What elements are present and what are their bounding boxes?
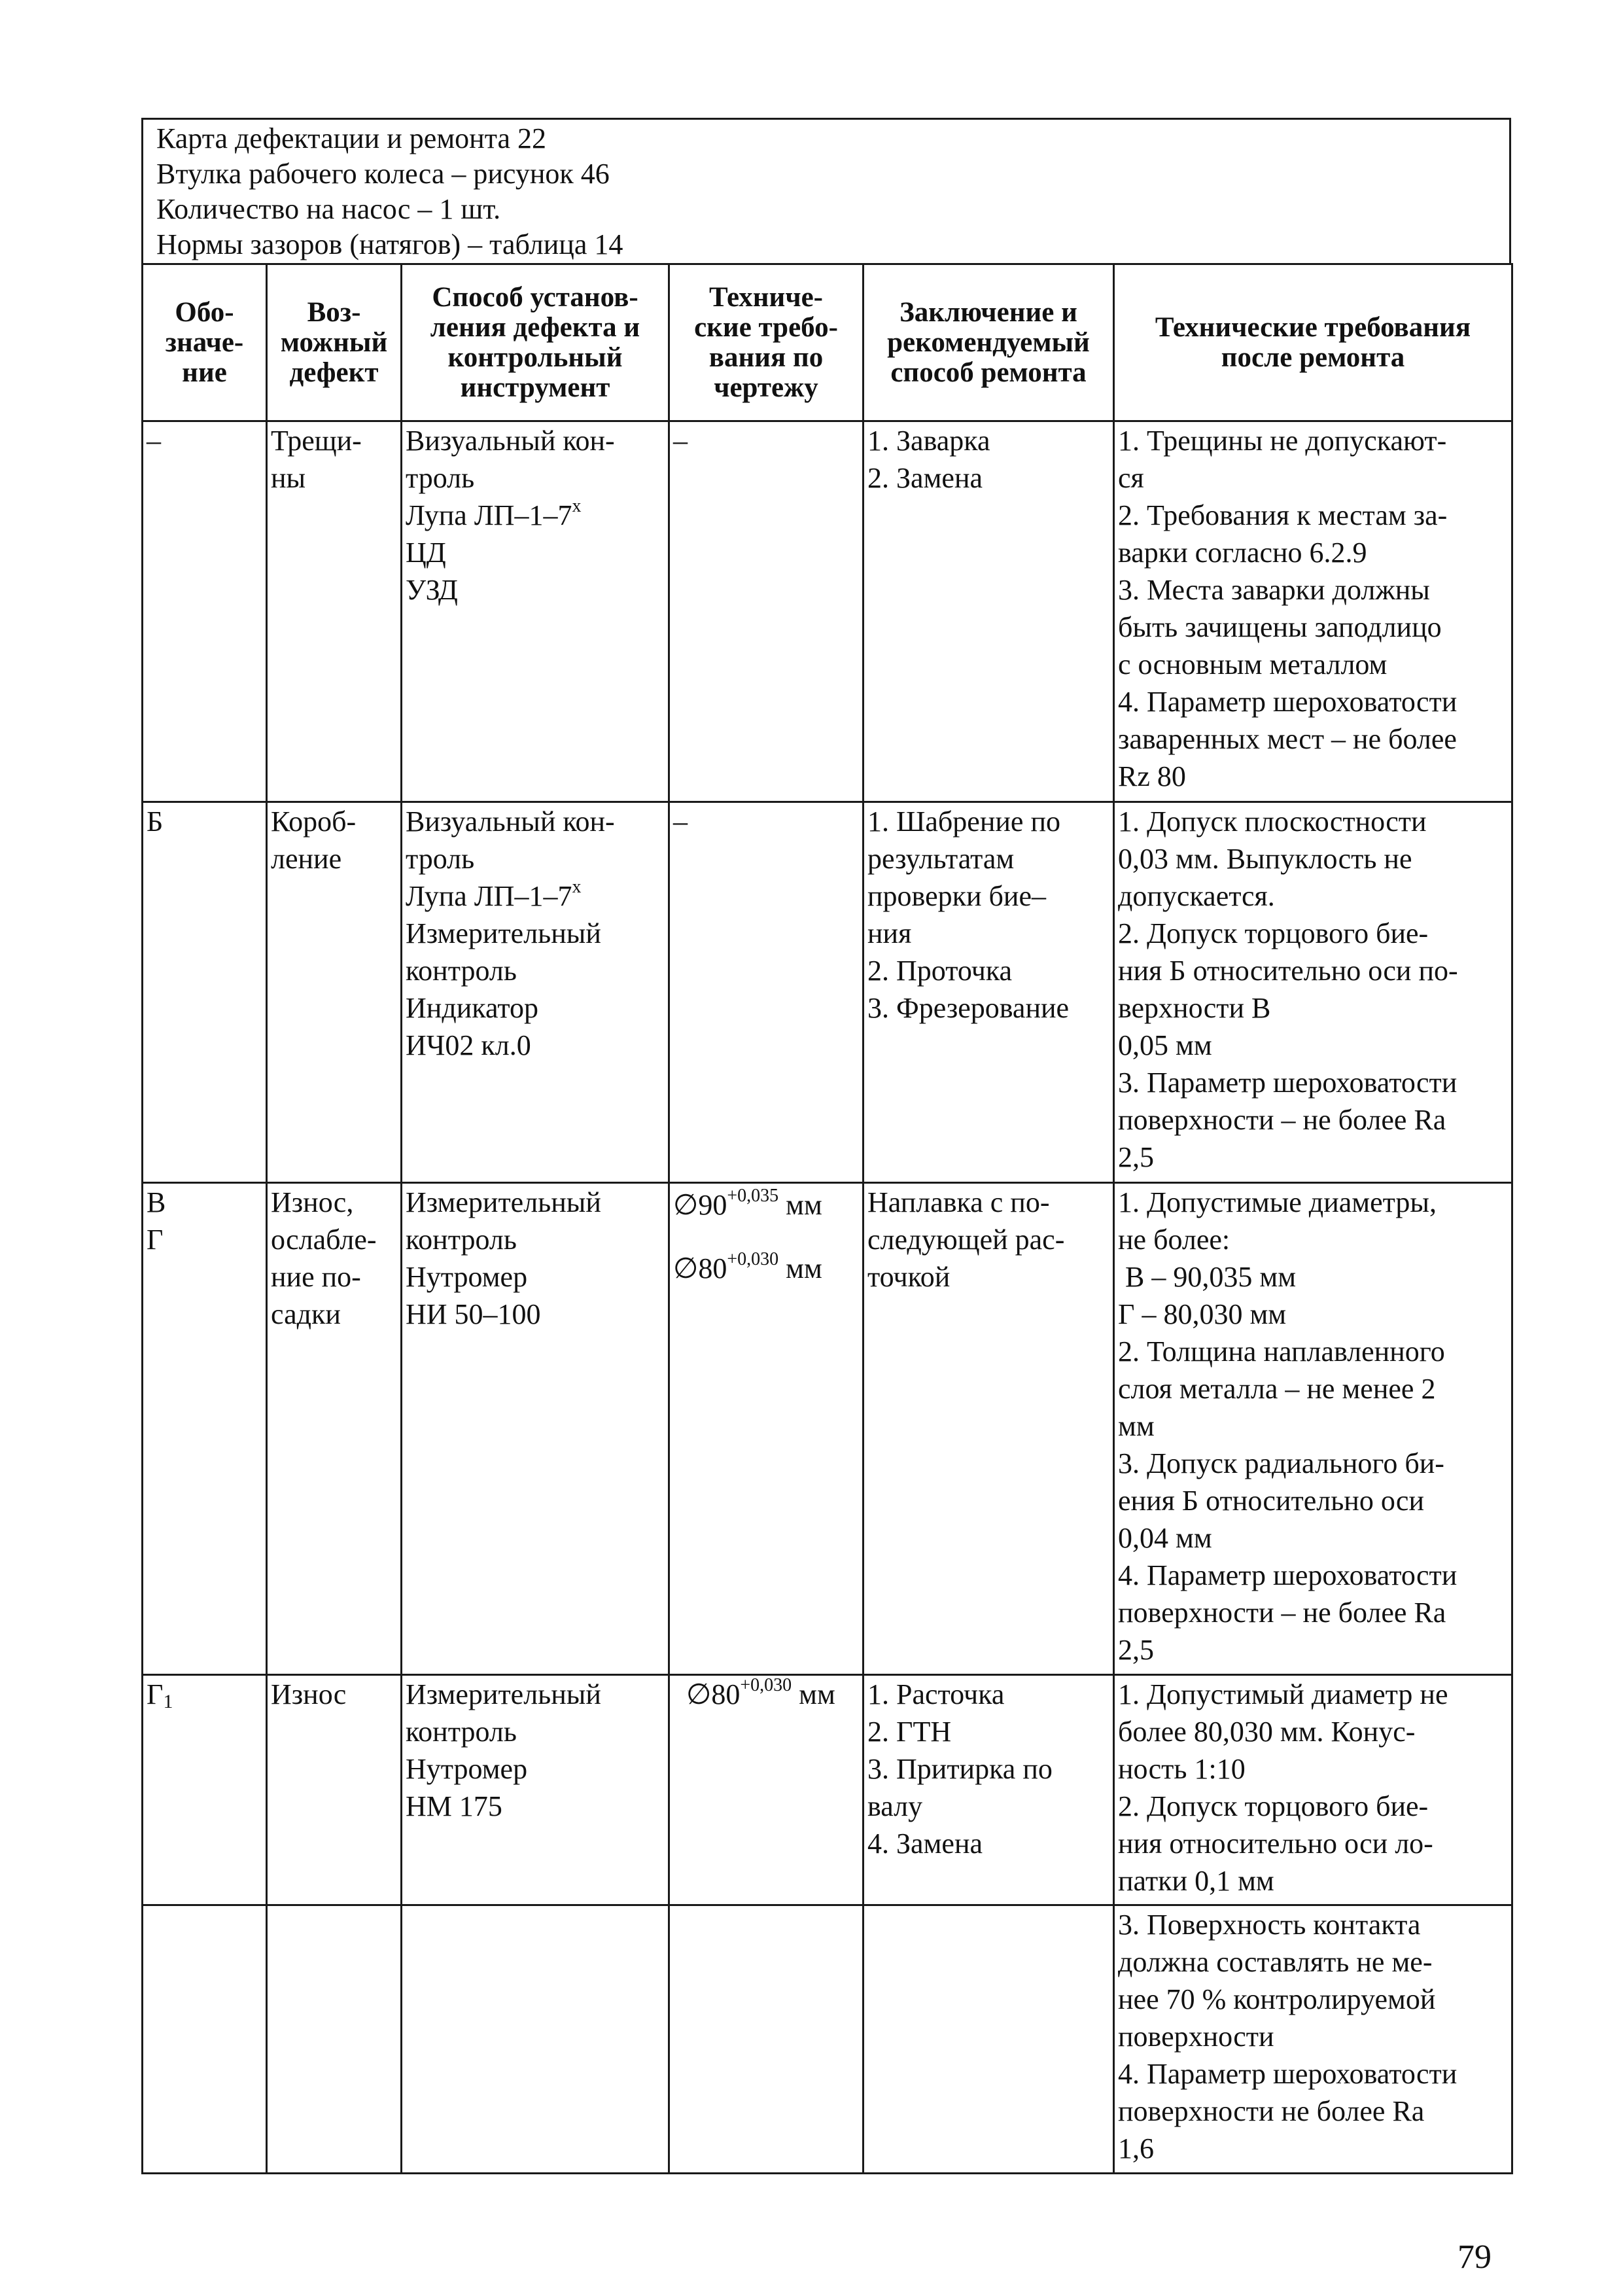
col-header-defect: Воз- можный дефект (267, 264, 402, 421)
cell-defect: Износ, ослабле- ние по- садки (267, 1183, 402, 1675)
cell-defect (267, 1905, 402, 2174)
cell-after-repair: 1. Допустимые диаметры, не более: В – 90,035 мм Г – 80,030 мм 2. Толщина наплавленного слоя металла – не менее 2 мм 3. Допуск радиального би- ения Б относительно оси 0,04 мм 4. Параметр шероховатости поверхности – не более Ra 2,5 (1114, 1183, 1512, 1675)
cell-method (402, 1905, 669, 2174)
table-row (143, 1905, 1512, 2174)
quantity-per-pump: Количество на насос – 1 шт. (156, 193, 501, 225)
defect-card-sheet (141, 118, 1511, 2174)
cell-defect: Короб- ление (267, 802, 402, 1183)
card-header (141, 118, 1511, 263)
cell-designation (143, 1905, 267, 2174)
col-header-drawing-reqs: Техниче- ские требо- вания по чертежу (669, 264, 864, 421)
cell-method: Визуальный кон- троль Лупа $ЛП-1-7^х$ ЦД УЗД (402, 421, 669, 802)
cell-designation: Б (143, 802, 267, 1183)
cell-after-repair: 1. Допустимый диаметр не более 80,030 мм. Конус- ность 1:10 2. Допуск торцового бие- ния относительно оси ло- патки 0,1 мм (1114, 1675, 1512, 1905)
cell-drawing-reqs (669, 1905, 864, 2174)
table-row (143, 802, 1512, 1183)
cell-drawing-reqs: – (669, 802, 864, 1183)
cell-method: Визуальный кон- троль Лупа $ЛП-1-7^х$ Измерительный контроль Индикатор ИЧ02 кл.0 (402, 802, 669, 1183)
cell-defect: Трещи- ны (267, 421, 402, 802)
cell-designation: – (143, 421, 267, 802)
defect-table (141, 263, 1513, 2174)
dimension-diameter-80: $\emptyset 80^{+0,030}$ мм (686, 1675, 835, 1710)
cell-after-repair: 3. Поверхность контакта должна составлять не ме- нее 70 % контролируемой поверхности 4. Параметр шероховатости поверхности не более Ra 1,6 (1114, 1905, 1512, 2174)
cell-drawing-reqs (669, 1675, 864, 1905)
dimension-diameter-80: $\emptyset 80^{+0,030}$ мм (673, 1249, 822, 1284)
clearance-norms: Нормы зазоров (натягов) – таблица 14 (156, 228, 623, 260)
cell-conclusion: 1. Шабрение по результатам проверки бие– ния 2. Проточка 3. Фрезерование (864, 802, 1114, 1183)
cell-drawing-reqs (669, 1183, 864, 1675)
table-row (143, 421, 1512, 802)
superscript-mark: х (572, 877, 582, 897)
card-title: Карта дефектации и ремонта 22 (156, 122, 546, 154)
cell-conclusion: 1. Расточка 2. ГТН 3. Притирка по валу 4. Замена (864, 1675, 1114, 1905)
table-header-row (143, 264, 1512, 421)
superscript-mark: х (572, 496, 582, 516)
cell-defect: Износ (267, 1675, 402, 1905)
cell-after-repair: 1. Допуск плоскостности 0,03 мм. Выпуклость не допускается. 2. Допуск торцового бие- ния Б относительно оси по- верхности В 0,05 мм 3. Параметр шероховатости поверхности – не более Ra 2,5 (1114, 802, 1512, 1183)
part-name: Втулка рабочего колеса – рисунок 46 (156, 158, 610, 190)
col-header-conclusion: Заключение и рекомендуемый способ ремонта (864, 264, 1114, 421)
cell-conclusion: Наплавка с по- следующей рас- точкой (864, 1183, 1114, 1675)
cell-conclusion: 1. Заварка 2. Замена (864, 421, 1114, 802)
table-row (143, 1675, 1512, 1905)
cell-drawing-reqs: – (669, 421, 864, 802)
cell-after-repair: 1. Трещины не допускают- ся 2. Требования к местам за- варки согласно 6.2.9 3. Места заварки должны быть зачищены заподлицо с основным металлом 4. Параметр шероховатости заваренных мест – не более Rz 80 (1114, 421, 1512, 802)
cell-designation: $Г_1$ (143, 1675, 267, 1905)
dimension-diameter-90: $\emptyset 90^{+0,035}$ мм (673, 1186, 822, 1221)
cell-designation: В Г (143, 1183, 267, 1675)
cell-method: Измерительный контроль Нутромер НИ 50–100 (402, 1183, 669, 1675)
table-row (143, 1183, 1512, 1675)
col-header-after-repair: Технические требования после ремонта (1114, 264, 1512, 421)
cell-method: Измерительный контроль Нутромер НМ 175 (402, 1675, 669, 1905)
col-header-designation: Обо- значе- ние (143, 264, 267, 421)
page-number: 79 (1457, 2238, 1492, 2276)
cell-conclusion (864, 1905, 1114, 2174)
col-header-method: Способ установ- ления дефекта и контрольный инструмент (402, 264, 669, 421)
